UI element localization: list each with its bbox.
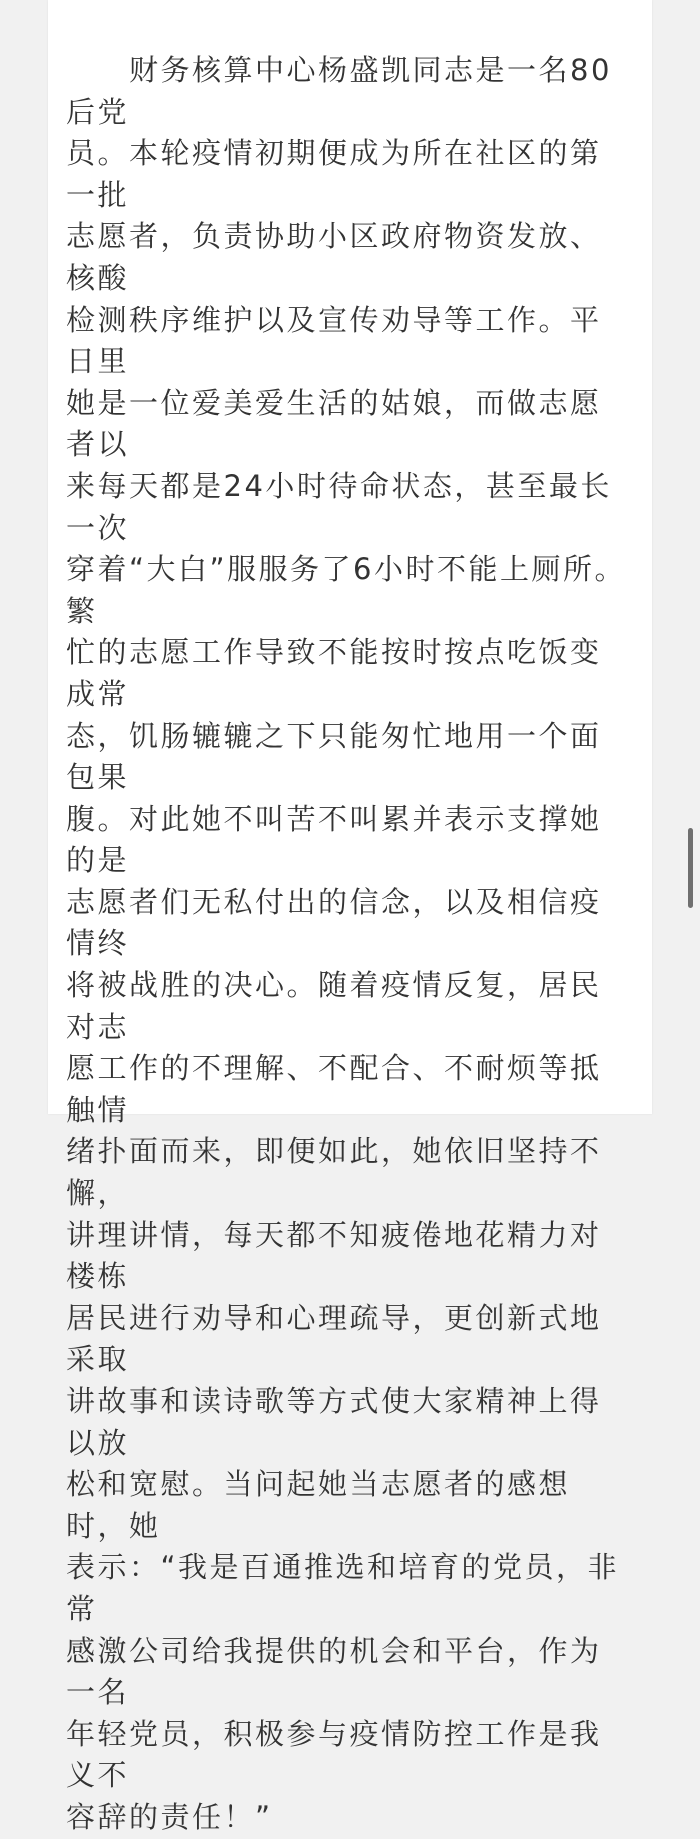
article-paragraph: 财务核算中心杨盛凯同志是一名80后党 员。本轮疫情初期便成为所在社区的第一批 志愿者，负责协助小区政府物资发放、核酸 检测秩序维护以及宣传劝导等工作。平日里 她是一位爱美爱生活的姑娘，而做志愿者以 来每天都是24小时待命状态，甚至最长一次 穿着“大白”服服务了6小时不能上厕所。繁 忙的志愿工作导致不能按时按点吃饭变成常 态，饥肠辘辘之下只能匆忙地用一个面包果 腹。对此她不叫苦不叫累并表示支撑她的是 志愿者们无私付出的信念，以及相信疫情终 将被战胜的决心。随着疫情反复，居民对志 愿工作的不理解、不配合、不耐烦等抵触情 绪扑面而来，即便如此，她依旧坚持不懈， 讲理讲情，每天都不知疲倦地花精力对楼栋 居民进行劝导和心理疏导，更创新式地采取 讲故事和读诗歌等方式使大家精神上得以放 松和宽慰。当问起她当志愿者的感想时，她 表示：“我是百通推选和培育的党员，非常 感激公司给我提供的机会和平台，作为一名 年轻党员，积极参与疫情防控工作是我义不 容辞的责任！” bbox=[66, 53, 626, 1834]
scrollbar-thumb[interactable] bbox=[688, 828, 693, 908]
